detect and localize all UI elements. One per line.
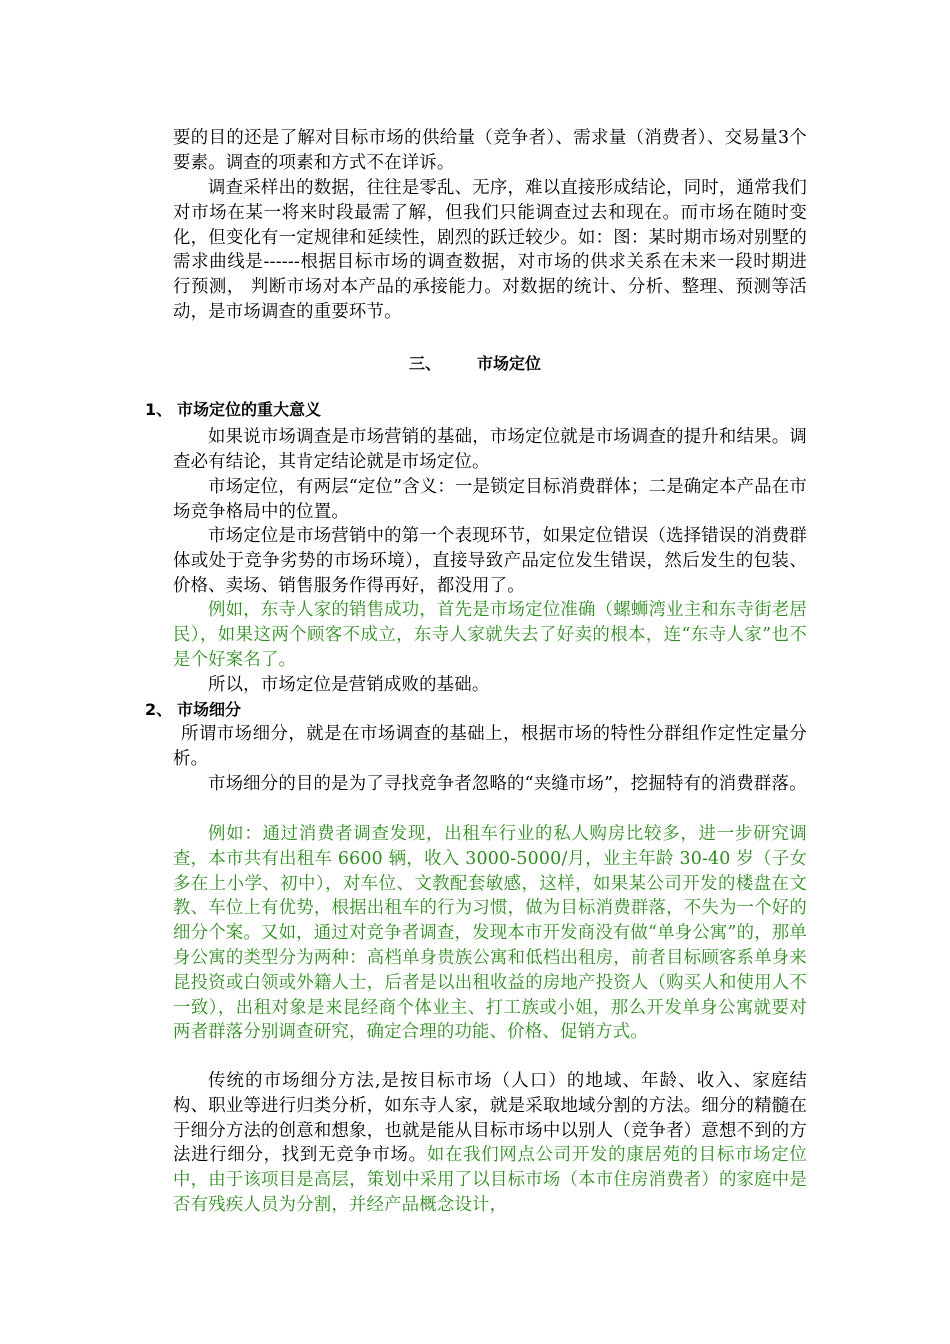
- section-number: 三、: [408, 354, 441, 373]
- subheading-2-title: 市场细分: [177, 700, 242, 719]
- section-heading: [0, 351, 950, 374]
- paragraph-positioning-meaning: 市场定位，有两层“定位”含义：一是锁定目标消费群体；二是确定本产品在市场竞争格局中的位置。: [173, 477, 807, 522]
- subheading-2-number: 2、: [145, 700, 173, 719]
- example-kangjuyuan-text: 如在我们网点公司开发的康居苑的目标市场定位中，由于该项目是高层，策划中采用了以目标市场（本市住房消费者）的家庭中是否有残疾人员为分割，并经产品概念设计，: [173, 1145, 807, 1215]
- paragraph-survey-data: 调查采样出的数据，往往是零乱、无序，难以直接形成结论，同时，通常我们对市场在某一将来时段最需了解，但我们只能调查过去和现在。而市场在随时变化，但变化有一定规律和延续性，剧烈的跃迁较少。如：图：某时期市场对别墅的需求曲线是------根据目标市场的调查数据，对市场的供求关系在未来一段时期进行预测， 判断市场对本产品的承接能力。对数据的统计、分析、整理、预测等活动，是市场调查的重要环节。: [173, 178, 807, 322]
- paragraph-supply-demand: 要的目的还是了解对目标市场的供给量（竞争者）、需求量（消费者）、交易量3个要素。调查的项素和方式不在详诉。: [173, 128, 807, 173]
- paragraph-segmentation-methods: [173, 1069, 807, 1218]
- paragraph-segmentation-definition: 所谓市场细分，就是在市场调查的基础上，根据市场的特性分群组作定性定量分析。: [173, 724, 807, 769]
- segmentation-methods-text: 传统的市场细分方法,是按目标市场（人口）的地域、年龄、收入、家庭结构、职业等进行归类分析，如东寺人家，就是采取地域分割的方法。细分的精髓在于细分方法的创意和想象，也就是能从目标市场中以别人（竞争者）意想不到的方法进行细分，找到无竞争市场。: [173, 1071, 807, 1166]
- subheading-1: [145, 398, 321, 422]
- subheading-1-title: 市场定位的重大意义: [177, 400, 322, 419]
- paragraph-example-dongsi: 例如，东寺人家的销售成功，首先是市场定位准确（螺蛳湾业主和东寺街老居民），如果这两个顾客不成立，东寺人家就失去了好卖的根本，连“东寺人家”也不是个好案名了。: [173, 600, 807, 670]
- paragraph-example-taxi: 例如：通过消费者调查发现，出租车行业的私人购房比较多，进一步研究调查，本市共有出租车 6600 辆，收入 3000-5000/月，业主年龄 30-40 岁（子女多在上小学、初中），对车位、文教配套敏感，这样，如果某公司开发的楼盘在文教、车位上有优势，根据出租车的行为习惯，做为目标消费群落，不失为一个好的细分个案。又如，通过对竞争者调查，发现本市开发商没有做“单身公寓”的，那单身公寓的类型分为两种：高档单身贵族公寓和低档出租房，前者目标顾客系单身来昆投资或白领或外籍人士，后者是以出租收益的房地产投资人（购买人和使用人不一致），出租对象是来昆经商个体业主、打工族或小姐，那么开发单身公寓就要对两者群落分别调查研究，确定合理的功能、价格、促销方式。: [173, 824, 807, 1043]
- section-title: 市场定位: [477, 354, 542, 373]
- paragraph-positioning-error: 市场定位是市场营销中的第一个表现环节，如果定位错误（选择错误的消费群体或处于竞争劣势的市场环境），直接导致产品定位发生错误，然后发生的包装、价格、卖场、销售服务作得再好，都没用了。: [173, 526, 807, 596]
- paragraph-positioning-conclusion: 所以，市场定位是营销成败的基础。: [208, 675, 490, 695]
- paragraph-segmentation-purpose: 市场细分的目的是为了寻找竞争者忽略的“夹缝市场”，挖掘特有的消费群落。: [208, 774, 807, 794]
- subheading-2: [145, 698, 241, 722]
- paragraph-positioning-basis: 如果说市场调查是市场营销的基础，市场定位就是市场调查的提升和结果。调查必有结论，其肯定结论就是市场定位。: [173, 427, 807, 472]
- subheading-1-number: 1、: [145, 400, 173, 419]
